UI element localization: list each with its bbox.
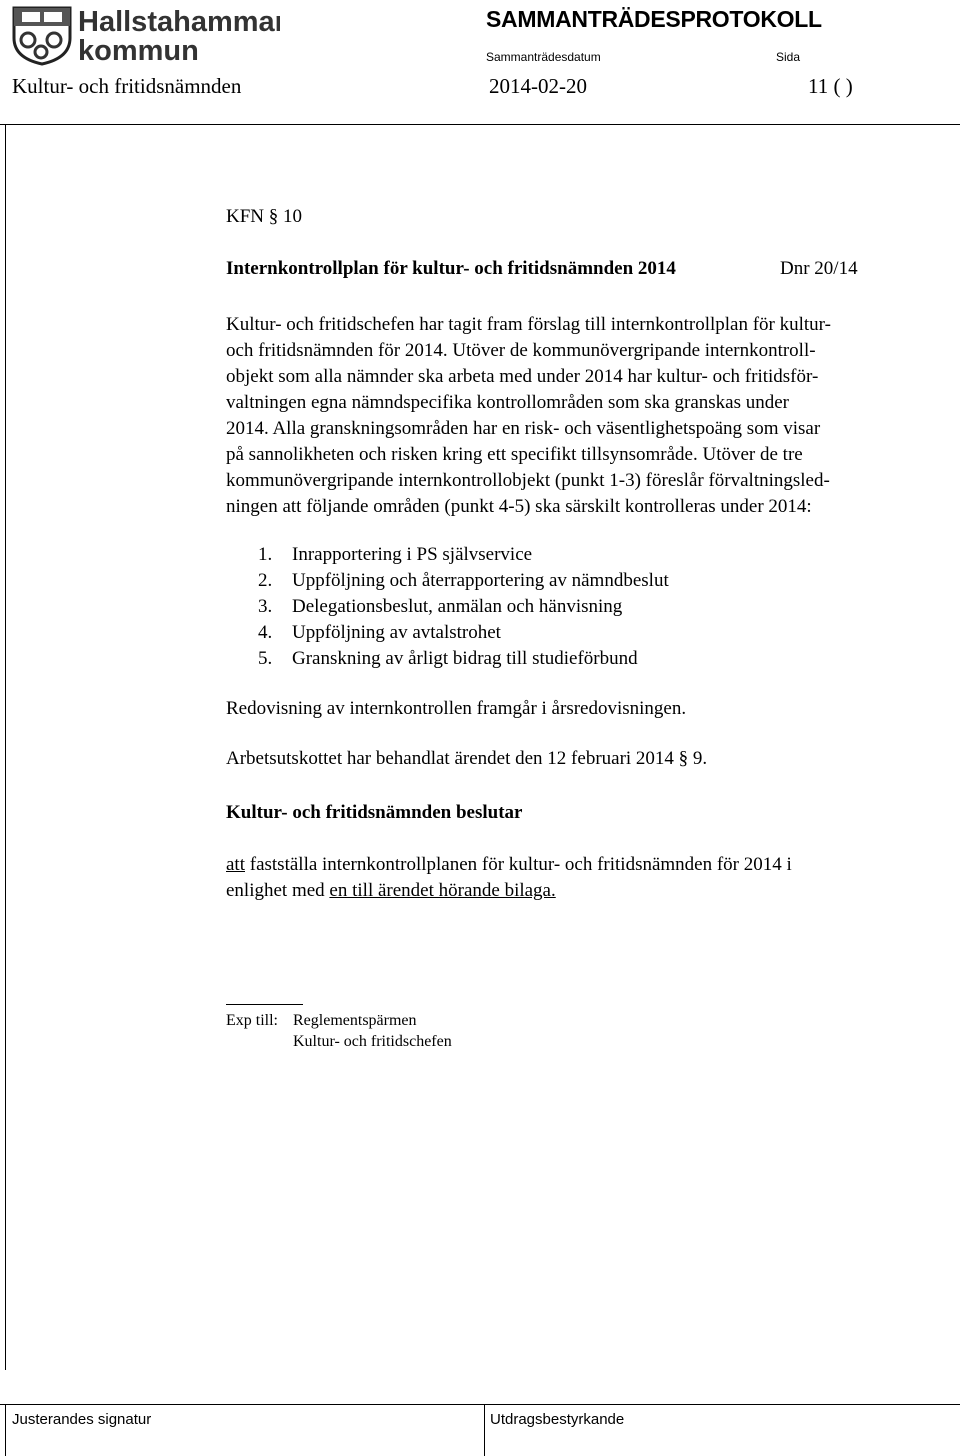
exp-divider xyxy=(226,1004,303,1005)
attachment-reference: en till ärendet hörande bilaga. xyxy=(329,880,556,901)
meeting-date: 2014-02-20 xyxy=(489,74,587,98)
list-item-text: Uppföljning och återrapportering av nämndbeslut xyxy=(292,570,669,591)
municipality-logo xyxy=(12,4,280,66)
svg-text:kommun: kommun xyxy=(78,35,199,66)
excerpt-verification-label: Utdragsbestyrkande xyxy=(490,1411,625,1428)
decision-heading: Kultur- och fritidsnämnden beslutar xyxy=(226,802,523,823)
paragraph-line: valtningen egna nämndspecifika kontrollområden som ska granskas under xyxy=(226,392,789,413)
footer-column-divider xyxy=(484,1404,485,1456)
paragraph-line: kommunövergripande internkontrollobjekt (punkt 1-3) föreslår förvaltningsled- xyxy=(226,470,830,491)
paragraph-line: ningen att följande områden (punkt 4-5) ska särskilt kontrolleras under 2014: xyxy=(226,496,812,517)
page-label: Sida xyxy=(776,50,801,64)
margin-line xyxy=(5,124,6,1370)
paragraph-line: Kultur- och fritidschefen har tagit fram förslag till internkontrollplan för kultur- xyxy=(226,314,831,335)
committee-name: Kultur- och fritidsnämnden xyxy=(12,74,242,98)
paragraph-line: objekt som alla nämnder ska arbeta med under 2014 har kultur- och fritidsför- xyxy=(226,366,819,387)
report-statement: Redovisning av internkontrollen framgår i årsredovisningen. xyxy=(226,698,687,719)
list-item-number: 2. xyxy=(258,570,273,591)
svg-text:Hallstahammars: Hallstahammars xyxy=(78,6,280,38)
footer-left-border xyxy=(5,1404,6,1456)
list-item-number: 1. xyxy=(258,544,273,565)
list-item-text: Granskning av årligt bidrag till studieförbund xyxy=(292,648,638,669)
meeting-date-label: Sammanträdesdatum xyxy=(486,50,601,64)
decision-line-2 xyxy=(226,880,556,902)
decision-text: fastställa internkontrollplanen för kultur- och fritidsnämnden för 2014 i xyxy=(245,854,792,875)
exp-recipient: Kultur- och fritidschefen xyxy=(293,1033,452,1050)
paragraph-line: på sannolikheten och risken kring ett specifikt tillsynsområde. Utöver de tre xyxy=(226,444,803,465)
decision-line-1 xyxy=(226,854,792,876)
exp-recipient: Reglementspärmen xyxy=(293,1012,417,1029)
footer-divider xyxy=(0,1404,960,1405)
signature-label: Justerandes signatur xyxy=(12,1411,152,1428)
list-item-text: Uppföljning av avtalstrohet xyxy=(292,622,501,643)
page-number: 11 ( ) xyxy=(808,74,853,98)
decision-text: enlighet med xyxy=(226,880,330,901)
list-item-number: 4. xyxy=(258,622,273,643)
case-number: Dnr 20/14 xyxy=(780,258,858,279)
list-item-number: 5. xyxy=(258,648,273,669)
document-type: SAMMANTRÄDESPROTOKOLL xyxy=(486,6,822,32)
committee-handling-statement: Arbetsutskottet har behandlat ärendet den 12 februari 2014 § 9. xyxy=(226,748,708,769)
decision-att: att xyxy=(226,854,245,875)
exp-label: Exp till: xyxy=(226,1012,278,1029)
header-divider xyxy=(0,124,960,125)
list-item-text: Inrapportering i PS självservice xyxy=(292,544,533,565)
section-id: KFN § 10 xyxy=(226,206,303,227)
body-paragraph xyxy=(226,312,936,520)
list-item-number: 3. xyxy=(258,596,273,617)
paragraph-line: 2014. Alla granskningsområden har en risk- och väsentlighetspoäng som visar xyxy=(226,418,821,439)
coat-of-arms-icon xyxy=(12,4,280,66)
list-item-text: Delegationsbeslut, anmälan och hänvisning xyxy=(292,596,623,617)
section-heading: Internkontrollplan för kultur- och fritidsnämnden 2014 xyxy=(226,258,676,279)
paragraph-line: och fritidsnämnden för 2014. Utöver de kommunövergripande internkontroll- xyxy=(226,340,816,361)
